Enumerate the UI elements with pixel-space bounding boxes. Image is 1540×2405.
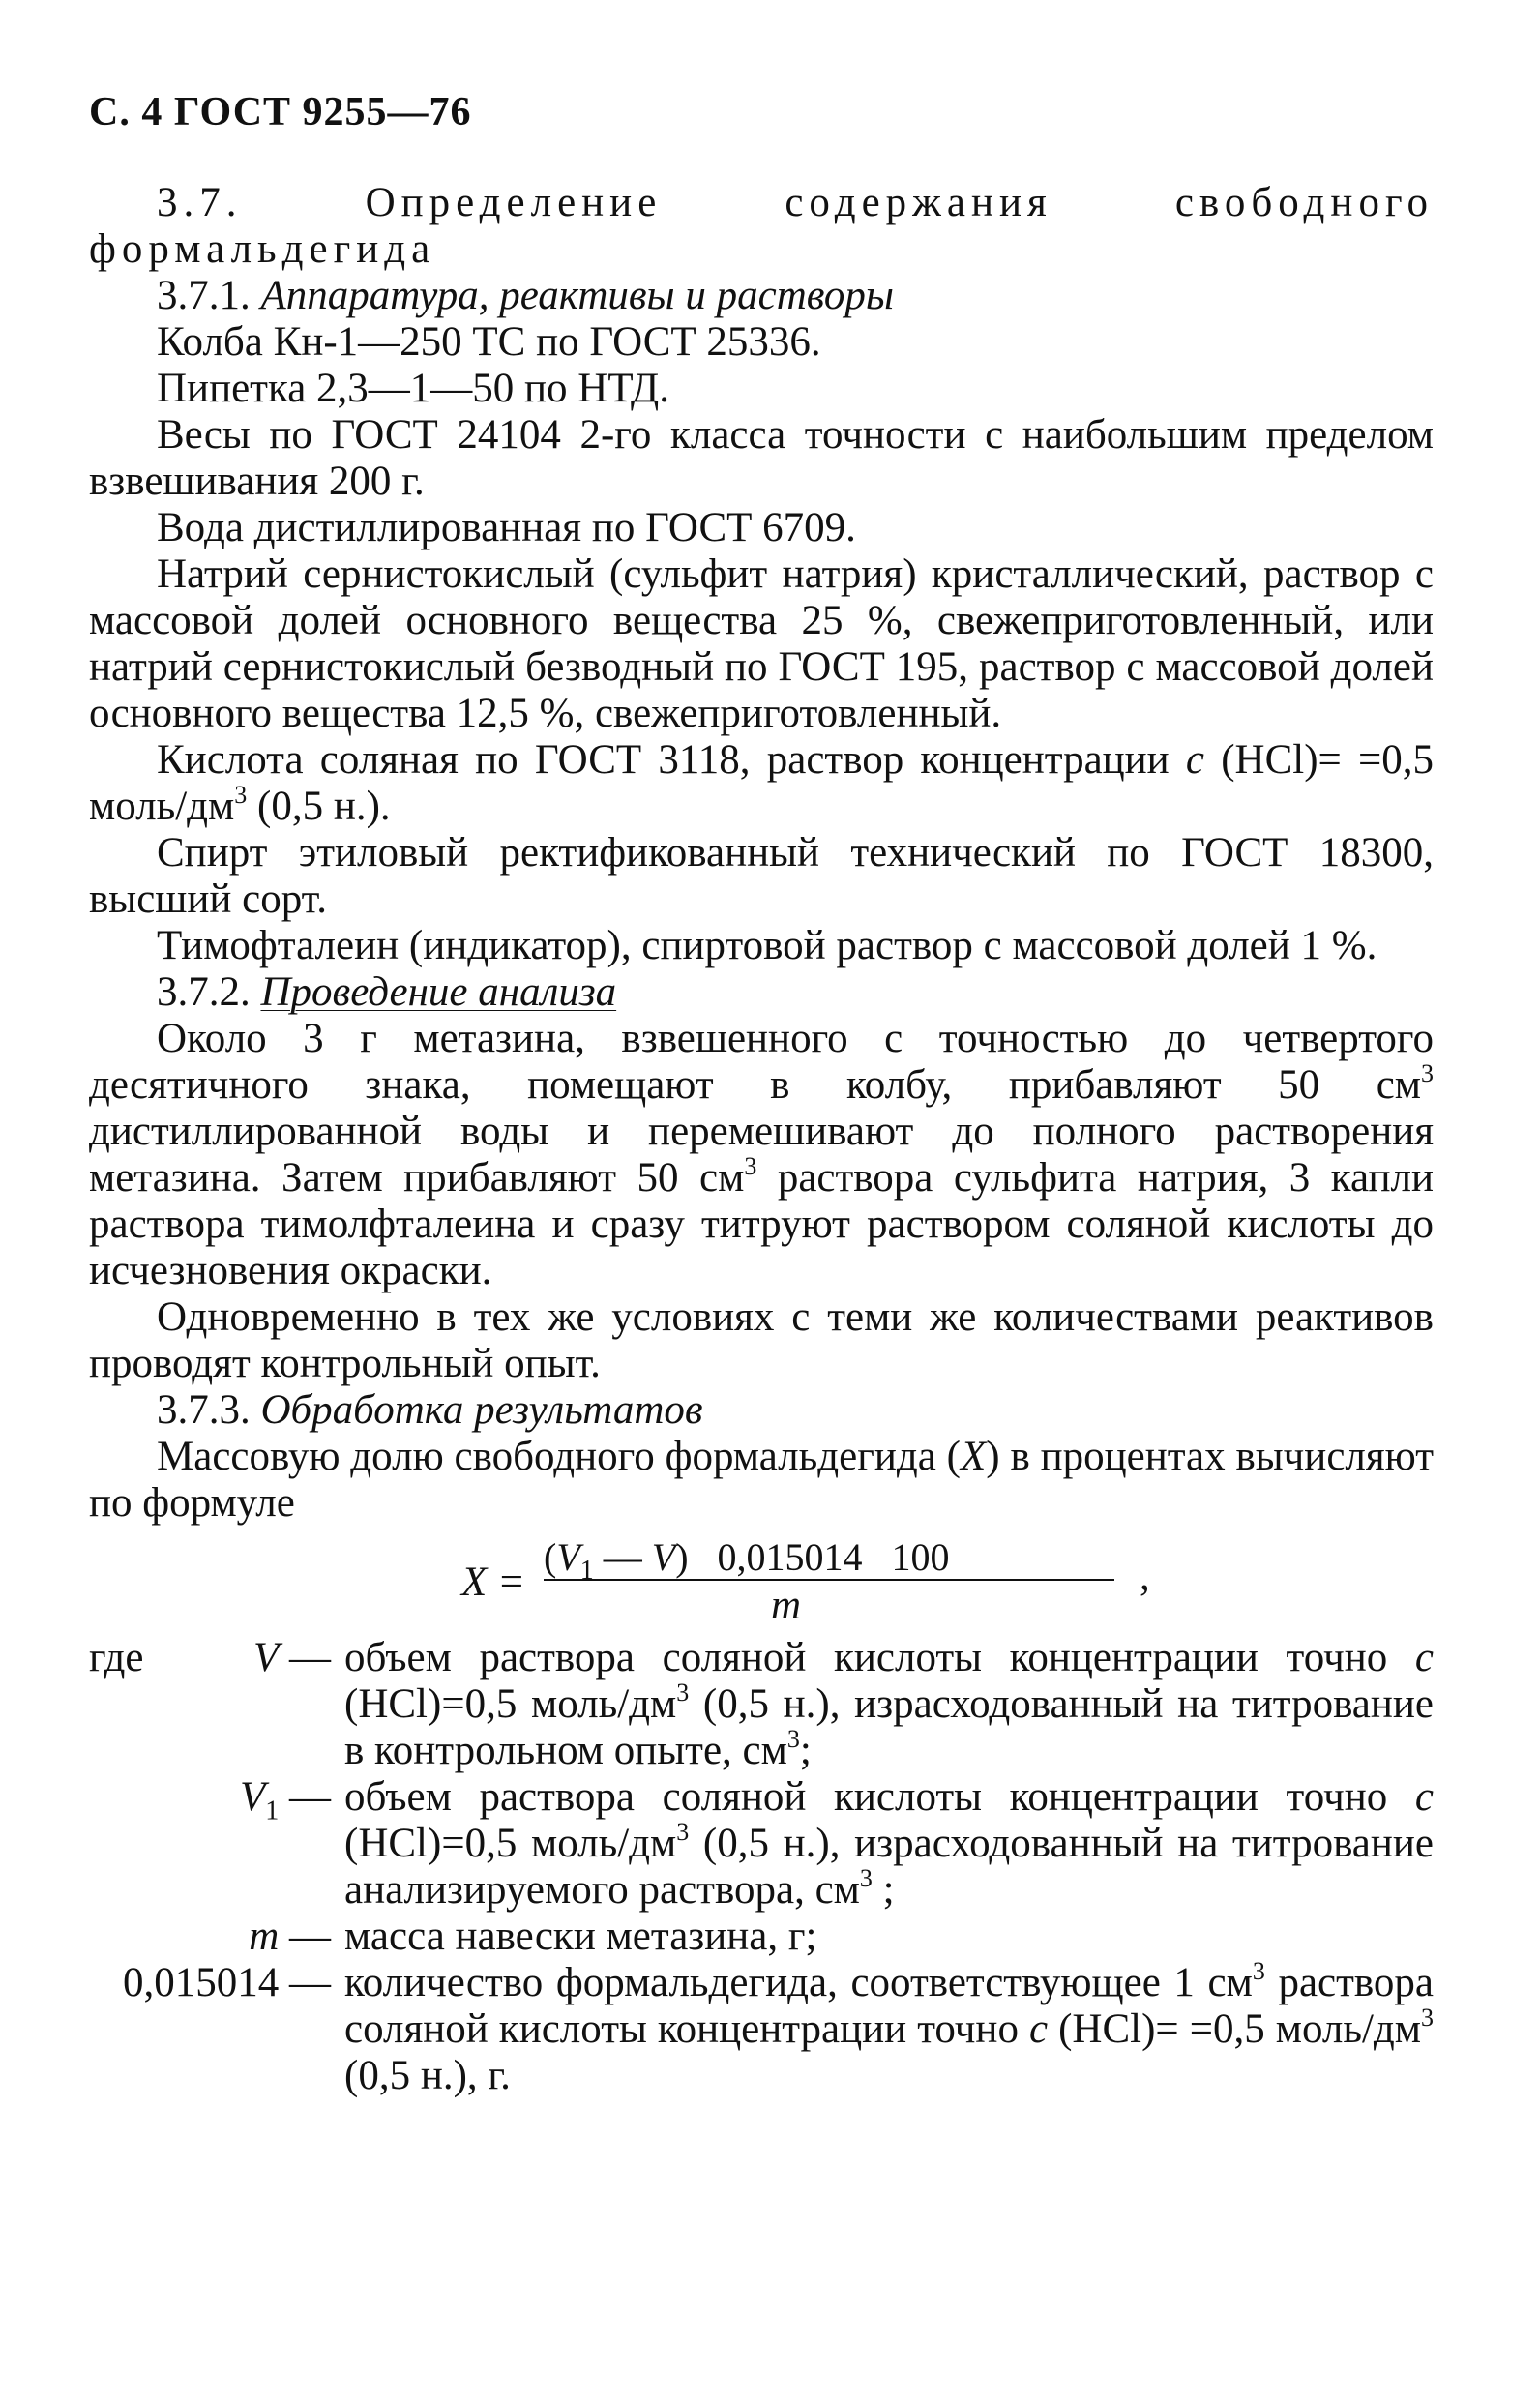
formula-minus: — bbox=[603, 1535, 642, 1579]
legend-text: ; bbox=[799, 1728, 812, 1773]
subsection-3-7-1-heading bbox=[89, 273, 1434, 319]
page-header: С. 4 ГОСТ 9255—76 bbox=[89, 90, 472, 134]
analysis-sup: 3 bbox=[1421, 1058, 1434, 1087]
analysis-sup: 3 bbox=[744, 1151, 757, 1180]
analysis-text: раствора сульфита натрия, 3 капли раствора тимолфталеина и сразу титруют раствором соляной кислоты до исчезновения окраски. bbox=[89, 1155, 1434, 1293]
legend-symbol bbox=[186, 1914, 344, 1960]
document-body bbox=[89, 180, 1434, 2099]
legend-symbol-sub: 1 bbox=[265, 1796, 280, 1826]
legend-symbol bbox=[186, 1635, 344, 1681]
equipment-item: Спирт этиловый ректификованный технический по ГОСТ 18300, высший сорт. bbox=[89, 830, 1434, 922]
fraction-bar bbox=[544, 1579, 1114, 1581]
formula-legend bbox=[89, 1635, 1434, 2099]
analysis-text: дистиллированной воды и перемешивают до полного растворения метазина. Затем прибавляют 50 см bbox=[89, 1109, 1434, 1201]
section-3-7-heading bbox=[89, 180, 1434, 273]
section-title: Определение содержания свободного формальдегида bbox=[89, 180, 1435, 272]
legend-symbol bbox=[186, 1774, 344, 1826]
acid-tail: (0,5 н.). bbox=[257, 784, 391, 829]
legend-sup: 3 bbox=[786, 1724, 800, 1753]
subsection-number: 3.7.1. bbox=[157, 273, 251, 318]
legend-row bbox=[89, 1914, 1434, 1960]
legend-text: (0,5 н.), израсходованный на титрование в контрольном опыте, см bbox=[344, 1681, 1434, 1773]
analysis-paragraph bbox=[89, 1016, 1434, 1294]
legend-description bbox=[344, 1956, 1434, 2099]
legend-text: объем раствора соляной кислоты концентрации точно bbox=[344, 1635, 1388, 1680]
formula-v: V bbox=[651, 1535, 676, 1579]
legend-symbol-text: V bbox=[252, 1635, 280, 1680]
legend-dash: — bbox=[289, 1635, 331, 1680]
legend-text: (HCl)=0,5 моль/дм bbox=[344, 1821, 677, 1866]
legend-symbol-text: V bbox=[239, 1774, 266, 1820]
legend-text: масса навески метазина, г; bbox=[344, 1914, 817, 1959]
legend-text: (0,5 н.), израсходованный на титрование анализируемого раствора, см bbox=[344, 1821, 1434, 1913]
formula-comma: , bbox=[1140, 1554, 1150, 1599]
control-paragraph: Одновременно в тех же условиях с теми же количествами реактивов проводят контрольный опыт. bbox=[89, 1294, 1434, 1386]
section-number: 3.7. bbox=[157, 180, 243, 225]
legend-text: (HCl)= =0,5 моль/дм bbox=[1058, 2006, 1421, 2052]
legend-description bbox=[344, 1914, 1434, 1960]
formula-denominator: m bbox=[771, 1583, 802, 1628]
calc-x-symbol: X bbox=[961, 1434, 987, 1479]
formula-v1-sub: 1 bbox=[579, 1556, 594, 1586]
equipment-item: Весы по ГОСТ 24104 2-го класса точности с наибольшим пределом взвешивания 200 г. bbox=[89, 412, 1434, 504]
formula-numerator-rest: ) 0,015014 100 bbox=[675, 1535, 950, 1579]
equipment-item: Пипетка 2,3—1—50 по НТД. bbox=[157, 366, 669, 411]
legend-symbol-text: 0,015014 bbox=[123, 1960, 280, 2005]
legend-where: где bbox=[89, 1635, 144, 1680]
legend-text: раствора соляной кислоты концентрации точно bbox=[344, 1960, 1434, 2052]
acid-c-symbol: c bbox=[1185, 737, 1205, 783]
equipment-item: Вода дистиллированная по ГОСТ 6709. bbox=[157, 505, 856, 550]
legend-symbol bbox=[89, 1960, 344, 2006]
legend-sup: 3 bbox=[676, 1817, 690, 1846]
legend-dash: — bbox=[289, 1774, 331, 1820]
legend-text: ; bbox=[882, 1867, 895, 1913]
legend-row bbox=[89, 1774, 1434, 1914]
subsection-title: Аппаратура, реактивы и растворы bbox=[260, 273, 895, 318]
legend-c-symbol: c bbox=[1414, 1635, 1434, 1680]
legend-sup: 3 bbox=[676, 1678, 690, 1707]
legend-text: (HCl)=0,5 моль/дм bbox=[344, 1681, 677, 1727]
acid-text: Кислота соляная по ГОСТ 3118, раствор концентрации bbox=[157, 737, 1170, 783]
legend-row bbox=[89, 1635, 1434, 1774]
legend-dash: — bbox=[289, 1914, 331, 1959]
formula bbox=[89, 1534, 1434, 1627]
legend-description bbox=[344, 1774, 1434, 1914]
analysis-text: Около 3 г метазина, взвешенного с точностью до четвертого десятичного знака, помещают в колбу, прибавляют 50 см bbox=[89, 1016, 1434, 1108]
calc-text: Массовую долю свободного формальдегида ( bbox=[157, 1434, 961, 1479]
legend-sup: 3 bbox=[1421, 2003, 1434, 2032]
subsection-number: 3.7.2. bbox=[157, 969, 251, 1015]
subsection-title: Проведение анализа bbox=[260, 969, 617, 1015]
formula-v1: V bbox=[556, 1535, 580, 1579]
equipment-item: Натрий сернистокислый (сульфит натрия) кристаллический, раствор с массовой долей основного вещества 25 %, свежеприготовленный, или натрий сернистокислый безводный по ГОСТ 195, раствор с массовой долей основного вещества 12,5 %, свежеприготовленный. bbox=[89, 551, 1434, 736]
equipment-item: Тимофталеин (индикатор), спиртовой раствор с массовой долей 1 %. bbox=[157, 923, 1377, 968]
subsection-title: Обработка результатов bbox=[260, 1387, 703, 1433]
legend-sup: 3 bbox=[859, 1863, 873, 1892]
subsection-number: 3.7.3. bbox=[157, 1387, 251, 1433]
formula-paren: ( bbox=[544, 1535, 557, 1579]
calculation-paragraph bbox=[89, 1434, 1434, 1527]
legend-row bbox=[89, 1956, 1434, 2099]
legend-text: объем раствора соляной кислоты концентрации точно bbox=[344, 1774, 1388, 1820]
legend-c-symbol: c bbox=[1028, 2006, 1049, 2052]
equipment-item: Колба Кн-1—250 ТС по ГОСТ 25336. bbox=[157, 319, 821, 365]
legend-text: количество формальдегида, соответствующее 1 см bbox=[344, 1960, 1253, 2005]
legend-text: (0,5 н.), г. bbox=[344, 2053, 511, 2098]
calc-text: ) в процентах вычисляют по формуле bbox=[89, 1434, 1434, 1526]
subsection-3-7-2-heading bbox=[89, 969, 1434, 1016]
acid-sup: 3 bbox=[234, 780, 248, 809]
legend-sup: 3 bbox=[1252, 1956, 1265, 1985]
legend-c-symbol: c bbox=[1414, 1774, 1434, 1820]
acid-formula: (HCl)= =0,5 моль/дм bbox=[89, 737, 1435, 829]
acid-item bbox=[89, 737, 1434, 830]
legend-symbol-text: m bbox=[249, 1914, 280, 1959]
formula-lhs: X = bbox=[461, 1559, 526, 1605]
subsection-3-7-3-heading bbox=[89, 1387, 1434, 1434]
formula-numerator bbox=[544, 1534, 950, 1586]
legend-dash: — bbox=[289, 1960, 331, 2005]
legend-description bbox=[344, 1635, 1434, 1774]
